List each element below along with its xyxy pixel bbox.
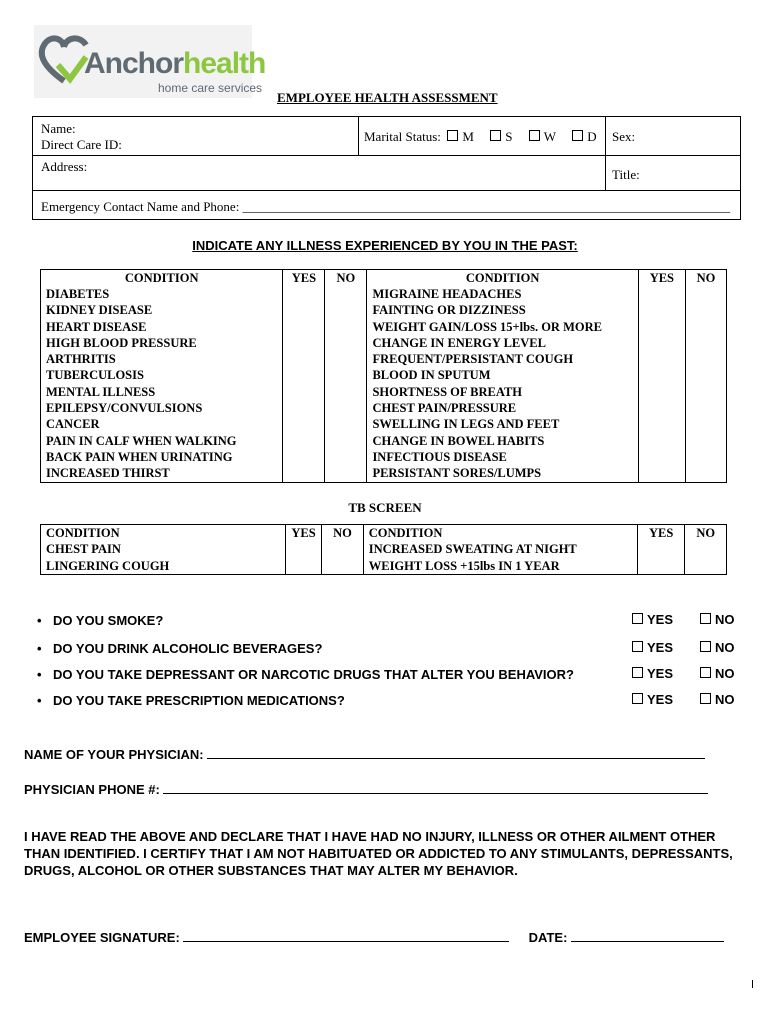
- tb-condition: CHEST PAIN: [46, 542, 121, 557]
- illness-condition: FAINTING OR DIZZINESS: [372, 303, 526, 318]
- page-mark: [752, 980, 753, 988]
- date-input[interactable]: [571, 929, 724, 942]
- yes-label: YES: [647, 666, 674, 681]
- yes-label: YES: [647, 692, 674, 707]
- bullet-icon: •: [37, 693, 42, 708]
- marital-m-checkbox[interactable]: [447, 130, 458, 141]
- no-label: NO: [715, 692, 735, 707]
- question-text: DO YOU DRINK ALCOHOLIC BEVERAGES?: [53, 641, 323, 656]
- question-text: DO YOU SMOKE?: [53, 613, 164, 628]
- physician-name-label: NAME OF YOUR PHYSICIAN:: [24, 747, 204, 762]
- illness-condition: KIDNEY DISEASE: [46, 303, 153, 318]
- marital-d-checkbox[interactable]: [572, 130, 583, 141]
- illness-condition: EPILEPSY/CONVULSIONS: [46, 401, 203, 416]
- illness-condition: INCREASED THIRST: [46, 466, 170, 481]
- date-label: DATE:: [528, 930, 568, 945]
- yes-column[interactable]: [283, 270, 325, 483]
- bullet-icon: •: [37, 667, 42, 682]
- tb-screen-title: TB SCREEN: [348, 500, 422, 515]
- illness-condition: BACK PAIN WHEN URINATING: [46, 449, 233, 464]
- illness-condition: ARTHRITIS: [46, 352, 116, 367]
- direct-care-id-label: Direct Care ID:: [41, 137, 122, 152]
- marital-w-checkbox[interactable]: [529, 130, 540, 141]
- tb-condition: INCREASED SWEATING AT NIGHT: [368, 542, 577, 557]
- question-item: [37, 693, 345, 708]
- illness-condition: CHANGE IN ENERGY LEVEL: [372, 335, 546, 350]
- form-title: EMPLOYEE HEALTH ASSESSMENT: [277, 90, 498, 105]
- illness-condition: INFECTIOUS DISEASE: [372, 449, 507, 464]
- emergency-contact-label: Emergency Contact Name and Phone: ___________________________________________________________________________: [41, 199, 731, 214]
- condition-header: CONDITION: [124, 271, 199, 285]
- question-text: DO YOU TAKE PRESCRIPTION MEDICATIONS?: [53, 693, 345, 708]
- signature-field: [24, 929, 724, 945]
- address-label: Address:: [41, 159, 88, 174]
- sex-label: Sex:: [612, 129, 636, 144]
- no-header: NO: [336, 271, 356, 285]
- bullet-icon: •: [37, 613, 42, 628]
- company-logo: [34, 25, 266, 98]
- logo-tagline: home care services: [158, 81, 263, 95]
- no-option[interactable]: [700, 640, 735, 655]
- yes-column[interactable]: [285, 525, 321, 575]
- yes-column[interactable]: [638, 270, 685, 483]
- employee-info-box: [32, 116, 741, 220]
- tb-condition: WEIGHT LOSS +15lbs IN 1 YEAR: [368, 558, 560, 573]
- yes-column[interactable]: [637, 525, 685, 575]
- physician-name-input[interactable]: [207, 746, 705, 759]
- illness-condition: SHORTNESS OF BREATH: [372, 384, 523, 399]
- no-header: NO: [333, 526, 352, 540]
- yes-checkbox[interactable]: [632, 693, 643, 704]
- question-item: [37, 667, 574, 682]
- no-header: NO: [696, 526, 716, 540]
- question-item: [37, 641, 322, 656]
- yes-checkbox[interactable]: [632, 613, 643, 624]
- yes-label: YES: [647, 640, 674, 655]
- no-column[interactable]: [322, 525, 363, 575]
- no-label: NO: [715, 640, 735, 655]
- illness-table: [40, 269, 727, 483]
- illness-condition: CHEST PAIN/PRESSURE: [372, 401, 517, 416]
- no-column[interactable]: [325, 270, 367, 483]
- yes-option[interactable]: [632, 666, 673, 681]
- yes-label: YES: [647, 612, 674, 627]
- tb-condition: LINGERING COUGH: [46, 558, 170, 573]
- no-option[interactable]: [700, 612, 735, 627]
- marital-s-checkbox[interactable]: [490, 130, 501, 141]
- illness-left-column: [41, 270, 283, 483]
- illness-condition: CHANGE IN BOWEL HABITS: [372, 433, 545, 448]
- logo-brand-name: Anchorhealth: [84, 47, 266, 80]
- no-header: NO: [696, 271, 716, 285]
- signature-label: EMPLOYEE SIGNATURE:: [24, 930, 180, 945]
- illness-condition: MENTAL ILLNESS: [46, 384, 156, 399]
- illness-condition: PERSISTANT SORES/LUMPS: [372, 466, 542, 481]
- question-text: DO YOU TAKE DEPRESSANT OR NARCOTIC DRUGS THAT ALTER YOU BEHAVIOR?: [53, 667, 574, 682]
- illness-condition: CANCER: [46, 417, 100, 432]
- yes-option[interactable]: [632, 692, 673, 707]
- condition-header: CONDITION: [465, 271, 540, 285]
- tb-right-column: [363, 525, 637, 575]
- illness-condition: DIABETES: [46, 287, 110, 301]
- yes-header: YES: [649, 526, 674, 540]
- tb-left-column: [41, 525, 286, 575]
- bullet-icon: •: [37, 641, 42, 656]
- illness-heading: INDICATE ANY ILLNESS EXPERIENCED BY YOU IN THE PAST:: [192, 238, 578, 253]
- tb-condition-header: CONDITION: [46, 526, 120, 540]
- yes-header: YES: [291, 526, 316, 540]
- yes-checkbox[interactable]: [632, 641, 643, 652]
- physician-phone-input[interactable]: [163, 781, 708, 794]
- declaration-text: I HAVE READ THE ABOVE AND DECLARE THAT I HAVE HAD NO INJURY, ILLNESS OR OTHER AILMENT OTHER THAN IDENTIFIED. I CERTIFY THAT I AM NOT HABITUATED OR ADDICTED TO ANY STIMULANTS, DEPRESSANTS, DRUGS, ALCOHOL OR OTHER SUBSTANCES THAT MAY ALTER MY BEHAVIOR.: [24, 829, 733, 878]
- no-label: NO: [715, 666, 735, 681]
- name-label: Name:: [41, 121, 76, 136]
- no-checkbox[interactable]: [700, 667, 711, 678]
- illness-condition: FREQUENT/PERSISTANT COUGH: [372, 352, 574, 367]
- no-checkbox[interactable]: [700, 613, 711, 624]
- yes-option[interactable]: [632, 640, 673, 655]
- no-option[interactable]: [700, 666, 735, 681]
- no-checkbox[interactable]: [700, 641, 711, 652]
- illness-condition: BLOOD IN SPUTUM: [372, 368, 491, 383]
- physician-phone-label: PHYSICIAN PHONE #:: [24, 782, 160, 797]
- illness-right-column: [367, 270, 638, 483]
- title-label: Title:: [612, 167, 640, 182]
- physician-name-field: [24, 746, 705, 762]
- no-checkbox[interactable]: [700, 693, 711, 704]
- signature-input[interactable]: [183, 929, 509, 942]
- illness-condition: HEART DISEASE: [46, 319, 147, 334]
- illness-condition: HIGH BLOOD PRESSURE: [46, 335, 197, 350]
- no-column[interactable]: [685, 525, 727, 575]
- tb-screen-table: [40, 524, 727, 575]
- no-option[interactable]: [700, 692, 735, 707]
- no-column[interactable]: [685, 270, 726, 483]
- illness-condition: PAIN IN CALF WHEN WALKING: [46, 433, 237, 448]
- yes-option[interactable]: [632, 612, 673, 627]
- tb-condition-header: CONDITION: [368, 526, 443, 540]
- yes-checkbox[interactable]: [632, 667, 643, 678]
- yes-header: YES: [649, 271, 675, 285]
- physician-phone-field: [24, 781, 708, 797]
- illness-condition: WEIGHT GAIN/LOSS 15+lbs. OR MORE: [372, 319, 602, 334]
- yes-header: YES: [291, 271, 317, 285]
- illness-condition: SWELLING IN LEGS AND FEET: [372, 417, 560, 432]
- illness-condition: TUBERCULOSIS: [46, 368, 144, 383]
- no-label: NO: [715, 612, 735, 627]
- marital-status-field: Marital Status: M S W D: [364, 129, 597, 144]
- illness-condition: MIGRAINE HEADACHES: [372, 287, 522, 301]
- question-item: [37, 613, 163, 628]
